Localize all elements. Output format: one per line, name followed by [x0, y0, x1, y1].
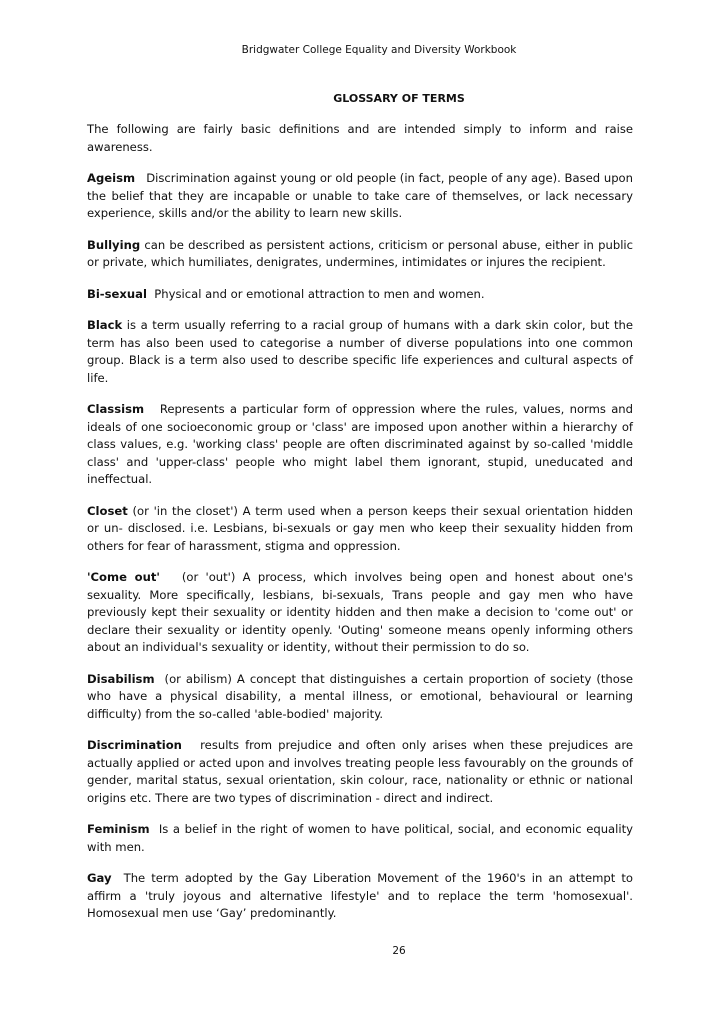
term-separator: [150, 822, 159, 836]
page-header: Bridgwater College Equality and Diversity Workbook: [241, 44, 517, 56]
term-separator: [112, 871, 124, 885]
glossary-term: Disabilism: [87, 671, 155, 686]
glossary-term: Gay: [87, 871, 112, 885]
glossary-term: Feminism: [87, 822, 150, 836]
page-number: 26: [392, 945, 406, 957]
glossary-entry-closet: [87, 503, 633, 556]
glossary-definition: The term adopted by the Gay Liberation Movement of the 1960's in an attempt to affirm a 'truly joyous and alternative lifestyle' and to replace the term 'homosexual'. Homosexual men use ‘Gay’ predominantly.: [87, 871, 633, 920]
glossary-entry-feminism: [87, 821, 633, 856]
term-separator: [182, 738, 200, 752]
glossary-term: Black: [87, 318, 123, 332]
glossary-entry-disabilism: [87, 671, 633, 724]
term-separator: [144, 402, 160, 416]
glossary-term: Classism: [87, 402, 145, 416]
glossary-definition: Discrimination against young or old people (in fact, people of any age). Based upon the belief that they are incapable or unable to take care of themselves, or lack necessary experience, skills and/or the ability to learn new skills.: [87, 171, 633, 220]
glossary-definition: Is a belief in the right of women to have political, social, and economic equality with men.: [87, 822, 634, 854]
glossary-definition: Physical and or emotional attraction to men and women.: [154, 286, 485, 301]
glossary-term: Bi-sexual: [87, 286, 147, 301]
glossary-definition: (or abilism) A concept that distinguishes a certain proportion of society (those who have a physical disability, a mental illness, or emotional, behavioural or learning difficulty) from the so-called 'able-bodied' majority.: [87, 671, 634, 721]
glossary-definition: (or 'in the closet') A term used when a person keeps their sexual orientation hidden or un- disclosed. i.e. Lesbians, bi-sexuals or gay men who keep their sexuality hidden from others for fear of harassment, stigma and oppression.: [87, 503, 633, 553]
glossary-entry-bi-sexual: [87, 286, 633, 304]
glossary-term: Discrimination: [87, 738, 182, 752]
glossary-entry-ageism: [87, 170, 633, 223]
glossary-entry-come-out: [87, 569, 633, 657]
glossary-entry-black: [87, 317, 633, 387]
glossary-definition: can be described as persistent actions, criticism or personal abuse, either in public or private, which humiliates, denigrates, undermines, intimidates or injures the recipient.: [87, 237, 634, 269]
glossary-definition: results from prejudice and often only arises when these prejudices are actually applied or acted upon and involves treating people less favourably on the grounds of gender, marital status, sexual orientation, skin colour, race, nationality or ethnic or national origins etc. There are two types of discrimination - direct and indirect.: [87, 738, 633, 805]
glossary-term: 'Come out': [87, 570, 160, 584]
intro-paragraph: The following are fairly basic definitions and are intended simply to inform and raise awareness.: [87, 122, 633, 154]
term-separator: [135, 171, 146, 185]
glossary-entry-bullying: [87, 237, 633, 272]
glossary-entry-gay: [87, 870, 633, 923]
glossary-term: Closet: [87, 503, 128, 518]
term-separator: [160, 570, 182, 584]
glossary-definition: is a term usually referring to a racial group of humans with a dark skin color, but the term has also been used to categorise a number of diverse populations into one common group. Black is a term also used to describe specific life experiences and cultural aspects of life.: [87, 318, 633, 385]
glossary-body: [87, 121, 633, 937]
glossary-entry-discrimination: [87, 737, 633, 807]
glossary-definition: Represents a particular form of oppression where the rules, values, norms and ideals of one socioeconomic group or 'class' are imposed upon another within a hierarchy of class values, e.g. 'working class' people are often discriminated against by so-called 'middle class' and 'upper-class' people who might label them ignorant, stupid, uneducated and ineffectual.: [87, 402, 634, 486]
glossary-term: Bullying: [87, 237, 141, 252]
glossary-definition: (or 'out') A process, which involves being open and honest about one's sexuality. More specifically, lesbians, bi-sexuals, Trans people and gay men who have previously kept their sexuality or identity hidden and then make a decision to 'come out' or declare their sexuality or identity openly. 'Outing' someone means openly informing others about an individual's sexuality or identity, without their permission to do so.: [87, 570, 633, 654]
page-title: GLOSSARY OF TERMS: [333, 92, 465, 105]
glossary-term: Ageism: [87, 171, 136, 185]
glossary-entry-classism: [87, 401, 633, 489]
term-separator: [155, 672, 165, 686]
